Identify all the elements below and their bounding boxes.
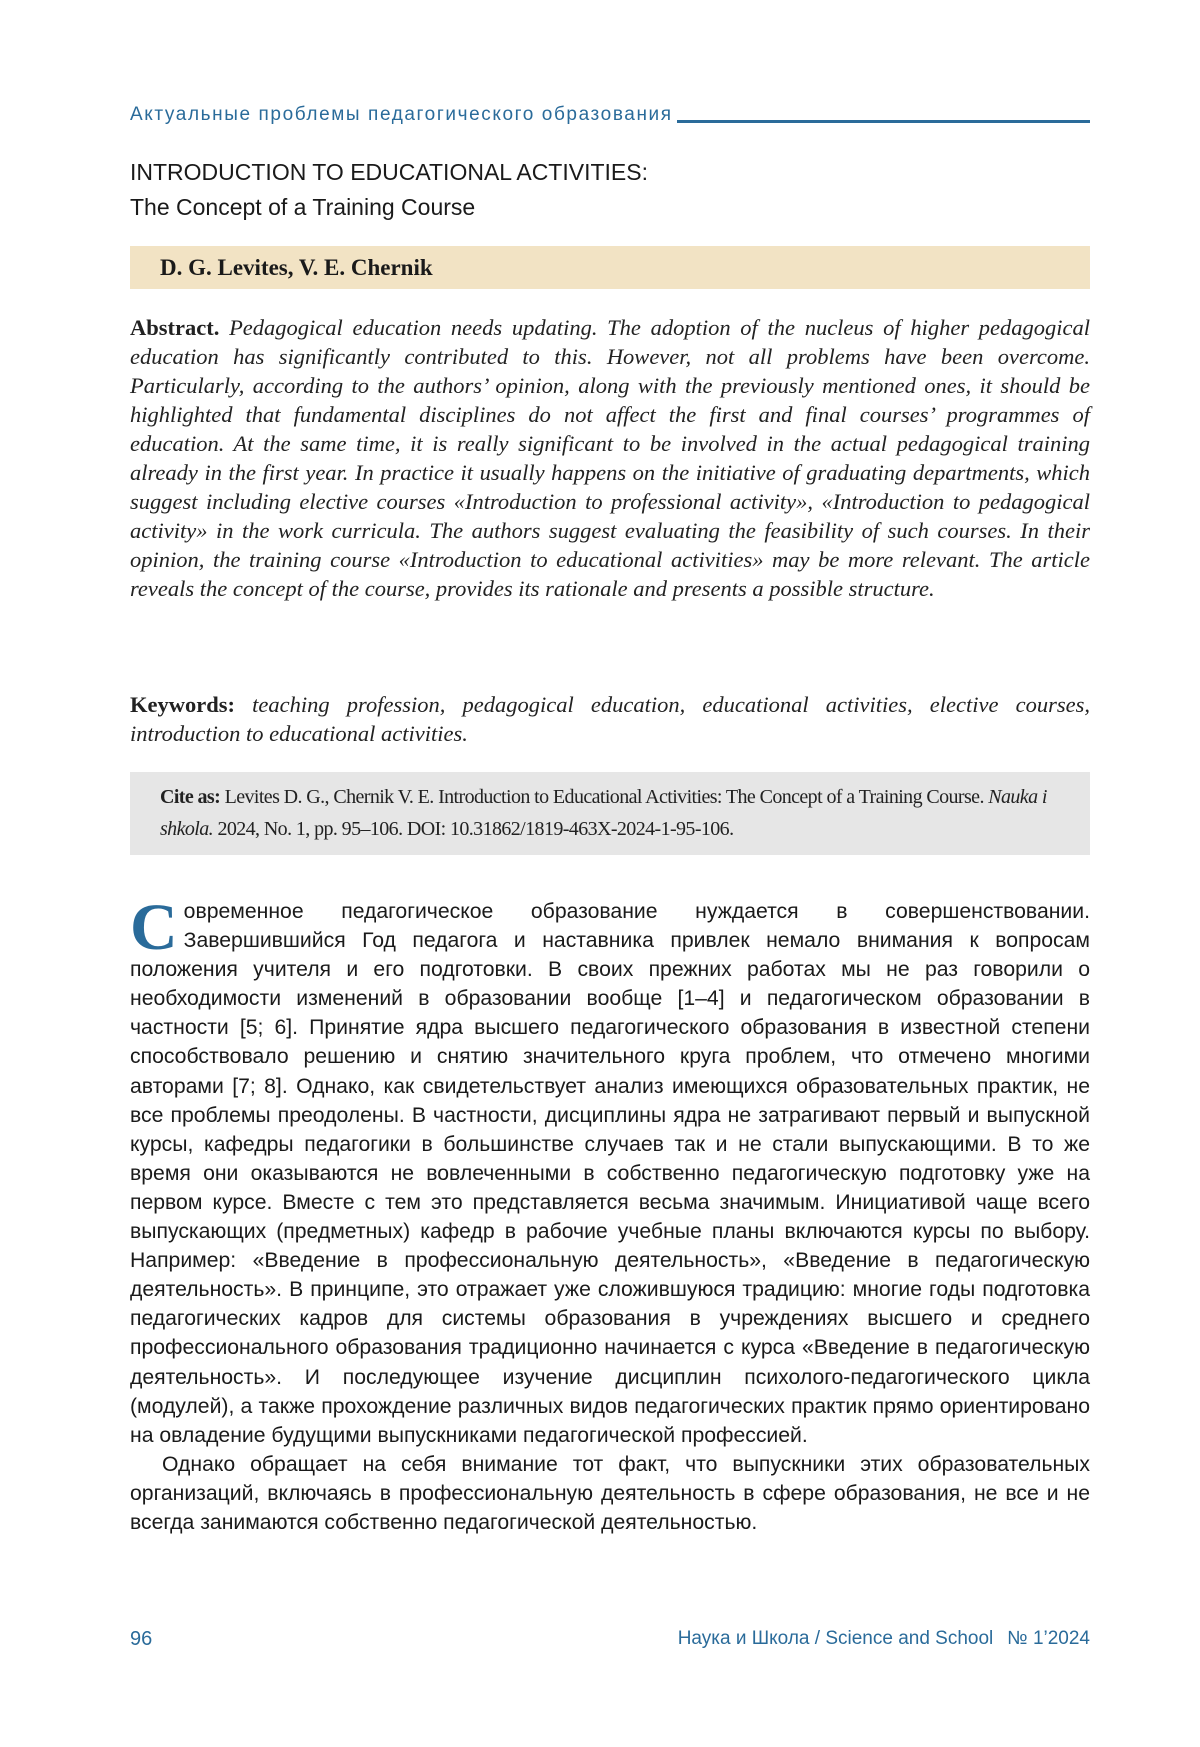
abstract-label: Abstract.	[130, 315, 220, 340]
authors-bar	[130, 246, 1090, 289]
body-text	[130, 891, 1090, 1537]
footer-journal-name: Наука и Школа / Science and School	[677, 1628, 994, 1649]
footer-issue: № 1’2024	[1007, 1628, 1090, 1649]
article-title: INTRODUCTION TO EDUCATIONAL ACTIVITIES:	[130, 159, 648, 185]
running-header-rule	[677, 120, 1090, 123]
paragraph-1	[130, 891, 1090, 1450]
citation	[160, 781, 1070, 845]
running-header-text: Актуальные проблемы педагогического образования	[130, 104, 673, 125]
running-header	[130, 104, 1090, 126]
keywords-text: teaching profession, pedagogical education, educational activities, elective courses, introduction to educational activities.	[130, 692, 1091, 746]
cite-label: Cite as:	[160, 786, 221, 808]
cite-box	[130, 772, 1090, 855]
keywords-label: Keywords:	[130, 692, 235, 717]
cite-text-after: 2024, No. 1, pp. 95–106. DOI: 10.31862/1819-463X-2024-1-95-106.	[217, 818, 734, 840]
keywords	[130, 690, 1090, 748]
drop-cap: С	[130, 891, 178, 964]
paragraph-2: Однако обращает на себя внимание тот факт, что выпускники этих образовательных организаций, включаясь в профессиональную деятельность в сфере образования, не все и не всегда занимаются собственно педагогической деятельностью.	[130, 1452, 1090, 1534]
abstract	[130, 313, 1090, 603]
article-subtitle: The Concept of a Training Course	[130, 194, 476, 220]
cite-text-before: Levites D. G., Chernik V. E. Introduction to Educational Activities: The Concept of a Training Course.	[224, 786, 984, 808]
page-number: 96	[130, 1628, 153, 1650]
authors: D. G. Levites, V. E. Chernik	[160, 255, 433, 280]
abstract-text: Pedagogical education needs updating. The adoption of the nucleus of higher pedagogical education has significantly contributed to this. However, not all problems have been overcome. Particularly, according to the authors’ opinion, along with the previously mentioned ones, it should be highlighted that fundamental disciplines do not affect the first and final courses’ programmes of education. At the same time, it is really significant to be involved in the actual pedagogical training already in the first year. In practice it usually happens on the initiative of graduating departments, which suggest including elective courses «Introduction to professional activity», «Introduction to pedagogical activity» in the work curricula. The authors suggest evaluating the feasibility of such courses. In their opinion, the training course «Introduction to educational activities» may be more relevant. The article reveals the concept of the course, provides its rationale and presents a possible structure.	[130, 315, 1090, 601]
footer-journal	[678, 1628, 1090, 1650]
paragraph-1-text: овременное педагогическое образование нуждается в совершенствовании. Завершившийся Год педагога и наставника привлек немало внимания к вопросам положения учителя и его подготовки. В своих прежних работах мы не раз говорили о необходимости изменений в образовании вообще [1–4] и педагогическом образовании в частности [5; 6]. Принятие ядра высшего педагогического образования в известной степени способствовало решению и снятию значительного круга проблем, что отмечено многими авторами [7; 8]. Однако, как свидетельствует анализ имеющихся образовательных практик, не все проблемы преодолены. В частности, дисциплины ядра не затрагивают первый и выпускной курсы, кафедры педагогики в большинстве случаев так и не стали выпускающими. В то же время они оказываются не вовлеченными в собственно педагогическую подготовку уже на первом курсе. Вместе с тем это представляется весьма значимым. Инициативой чаще всего выпускающих (предметных) кафедр в рабочие учебные планы включаются курсы по выбору. Например: «Введение в профессиональную деятельность», «Введение в педагогическую деятельность». В принципе, это отражает уже сложившуюся традицию: многие годы подготовка педагогических кадров для системы образования в учреждениях высшего и среднего профессионального образования традиционно начинается с курса «Введение в педагогическую деятельность». И последующее изучение дисциплин психолого-педагогического цикла (модулей), а также прохождение различных видов педагогических практик прямо ориентировано на овладение будущими выпускниками педагогической профессией.	[130, 900, 1090, 1447]
cite-journal: Nauka i shkola.	[160, 786, 1047, 840]
